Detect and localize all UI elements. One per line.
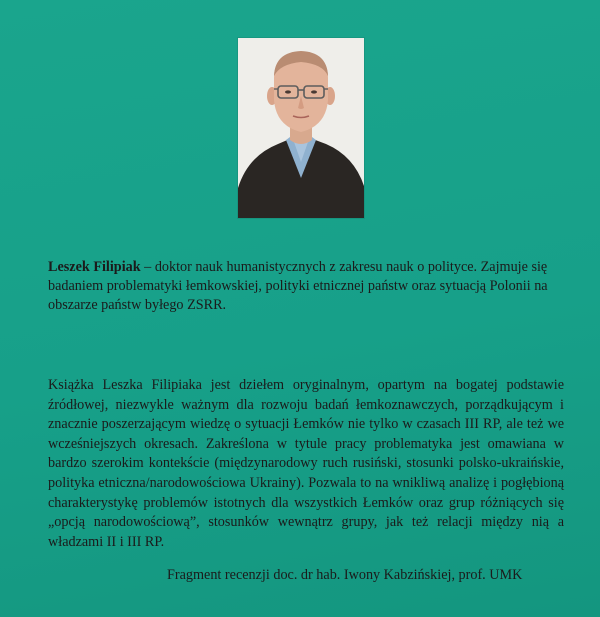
review-excerpt: Książka Leszka Filipiaka jest dziełem oryginalnym, opartym na bogatej podstawie źródłowej, niezwykle ważnym dla rozwoju badań łemkoznawczych, porządkującym i znacznie poszerzającym wiedzę o sytuacji Łemków nie tylko w czasach III RP, ale też we wcześniejszych okresach. Zakreślona w tytule pracy problematyka jest omawiana w bardzo szerokim kontekście (międzynarodowy ruch rusiński, stosunki polsko-ukraińskie, polityka etniczna/narodowościowa Ukrainy). Pozwala to na wnikliwą analizę i pogłębioną charakterystykę problemów istotnych dla wszystkich Łemków oraz grup różniących się „opcją narodowościową”, stosunków wewnątrz grupy, jak też relacji między nią a władzami II i III RP. [48,377,564,550]
author-name: Leszek Filipiak [48,259,141,275]
author-bio-text: – doktor nauk humanistycznych z zakresu nauk o polityce. Zajmuje się badaniem problematyki łemkowskiej, polityki etnicznej państw oraz sytuacją Polonii na obszarze państw byłego ZSRR. [48,259,548,313]
author-portrait-image [238,38,364,218]
author-photo [238,38,364,218]
author-bio [48,258,568,315]
review-attribution: Fragment recenzji doc. dr hab. Iwony Kabzińskiej, prof. UMK [167,567,523,583]
